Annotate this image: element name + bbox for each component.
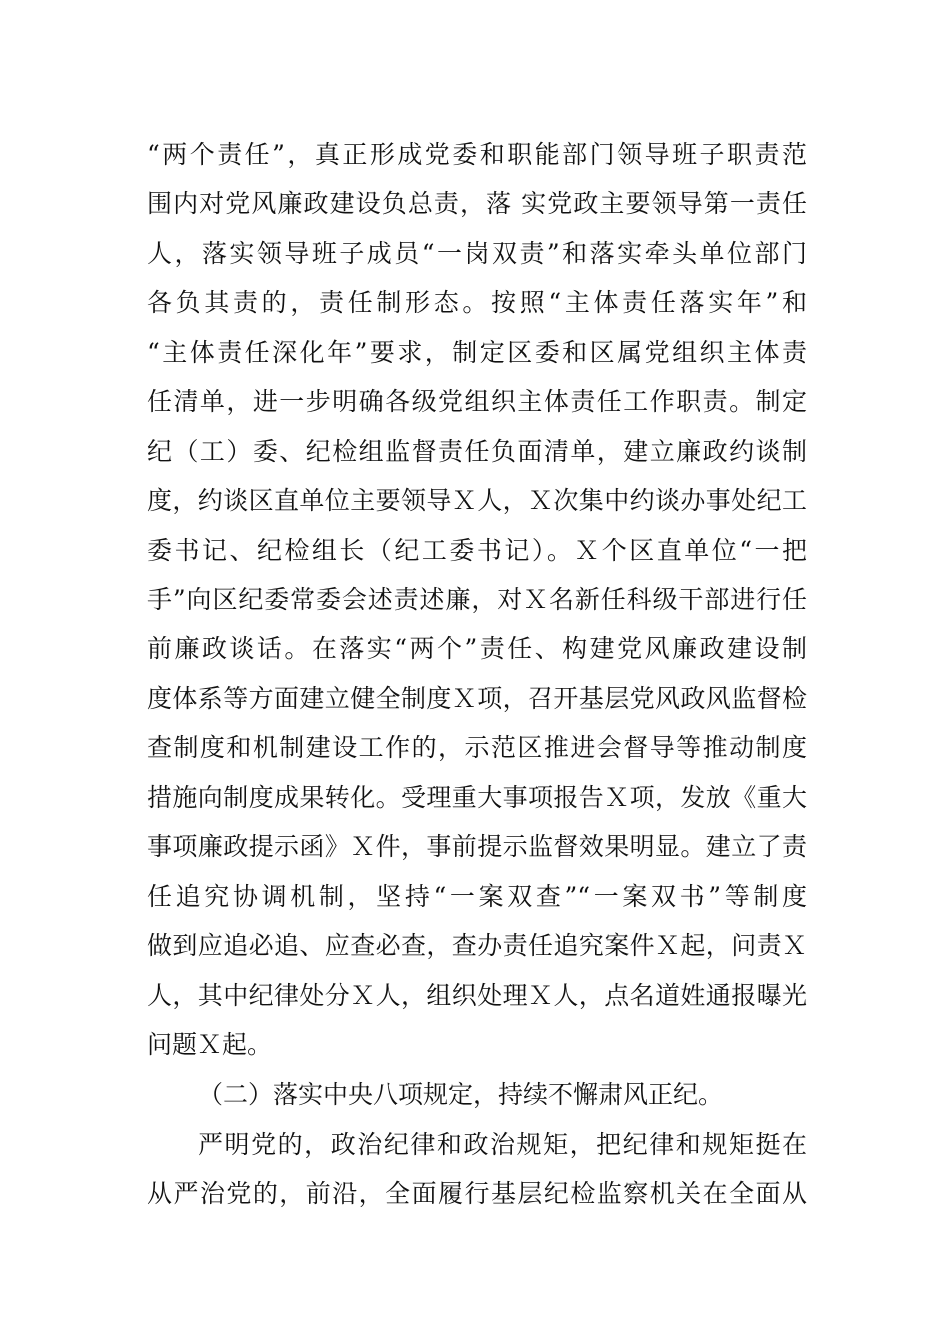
text-line: 事项廉政提示函》Ｘ件，事前提示监督效果明显。建立了责 xyxy=(147,832,807,861)
text-line: 前廉政谈话。在落实“两个”责任、构建党风廉政建设制 xyxy=(147,634,807,663)
text-line: 任清单，进一步明确各级党组织主体责任工作职责。制定 xyxy=(147,387,807,416)
text-line: “主体责任深化年”要求，制定区委和区属党组织主体责 xyxy=(147,338,807,367)
text-line: 各负其责的，责任制形态。按照“主体责任落实年”和 xyxy=(147,288,807,317)
section-heading: （二）落实中央八项规定，持续不懈肃风正纪。 xyxy=(198,1080,724,1109)
text-line: 围内对党风廉政建设负总责，落 实党政主要领导第一责任 xyxy=(147,189,807,218)
text-line: 做到应追必追、应查必查，查办责任追究案件Ｘ起，问责Ｘ xyxy=(147,931,807,960)
text-line: 问题Ｘ起。 xyxy=(147,1030,273,1059)
text-line: “两个责任”，真正形成党委和职能部门领导班子职责范 xyxy=(147,140,807,169)
text-line: 手”向区纪委常委会述责述廉，对Ｘ名新任科级干部进行任 xyxy=(147,585,807,614)
text-line: 人，其中纪律处分Ｘ人，组织处理Ｘ人，点名道姓通报曝光 xyxy=(147,981,807,1010)
text-line: 人，落实领导班子成员“一岗双责”和落实牵头单位部门 xyxy=(147,239,807,268)
text-line: 纪（工）委、纪检组监督责任负面清单，建立廉政约谈制 xyxy=(147,437,807,466)
text-line: 严明党的，政治纪律和政治规矩，把纪律和规矩挺在 xyxy=(198,1130,807,1159)
text-line: 查制度和机制建设工作的，示范区推进会督导等推动制度 xyxy=(147,733,807,762)
text-line: 委书记、纪检组长（纪工委书记）。Ｘ个区直单位“一把 xyxy=(147,536,807,565)
text-line: 从严治党的，前沿，全面履行基层纪检监察机关在全面从 xyxy=(147,1179,807,1208)
text-line: 度，约谈区直单位主要领导Ｘ人，Ｘ次集中约谈办事处纪工 xyxy=(147,486,807,515)
text-line: 任追究协调机制，坚持“一案双查”“一案双书”等制度 xyxy=(147,882,807,911)
text-line: 措施向制度成果转化。受理重大事项报告Ｘ项，发放《重大 xyxy=(147,783,807,812)
text-line: 度体系等方面建立健全制度Ｘ项，召开基层党风政风监督检 xyxy=(147,684,807,713)
